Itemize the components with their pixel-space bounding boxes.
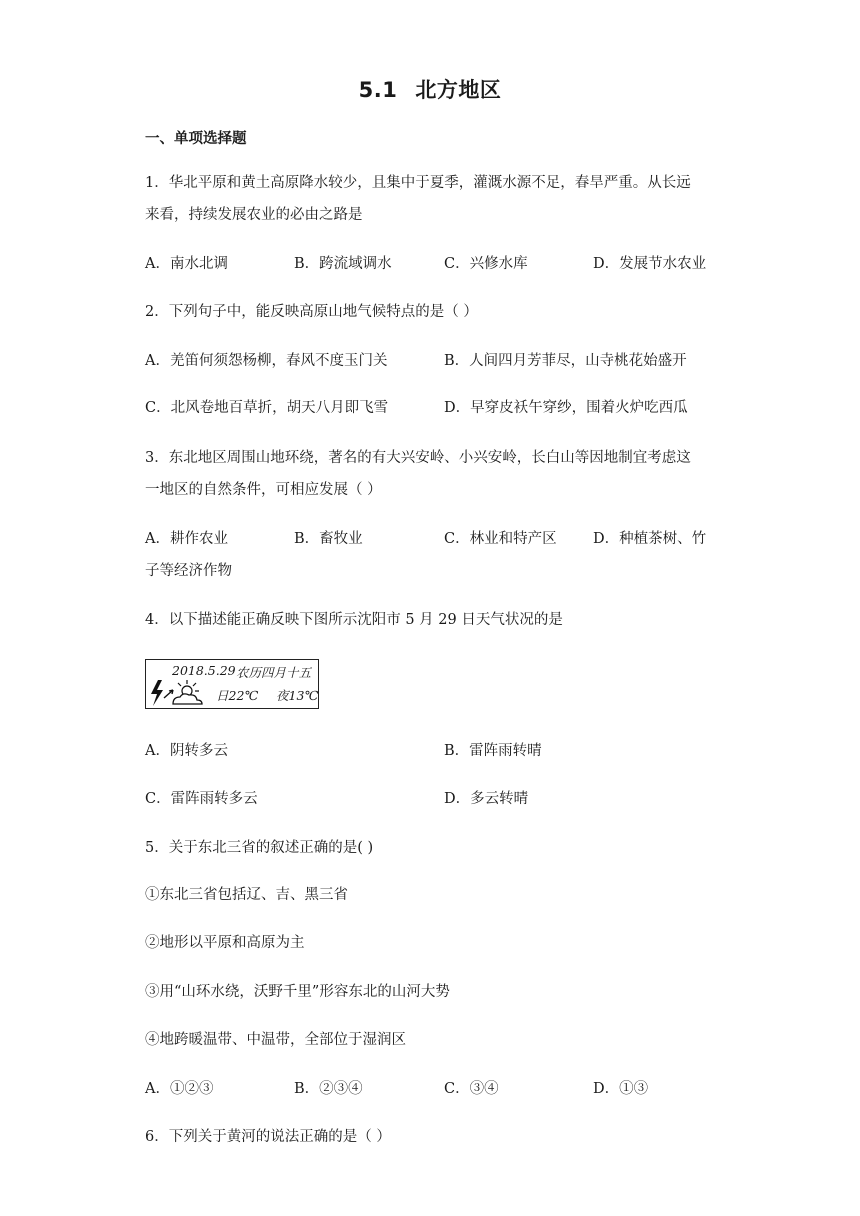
weather-day-temp: 日22℃ — [216, 688, 259, 703]
page-title — [0, 74, 860, 104]
q3-line-1: 3．东北地区周围山地环绕，著名的有大兴安岭、小兴安岭，长白山等因地制宜考虑这 — [145, 450, 691, 466]
q5-option-a: A．①②③ — [145, 1081, 214, 1097]
q5-option-d: D．①③ — [593, 1081, 649, 1097]
q5-statement-4: ④地跨暖温带、中温带，全部位于湿润区 — [145, 1032, 406, 1048]
q2-option-d: D．早穿皮袄午穿纱，围着火炉吃西瓜 — [444, 400, 688, 416]
q1-option-d: D．发展节水农业 — [593, 256, 707, 272]
thunderstorm-to-partly-cloudy-icon — [149, 678, 205, 708]
q3-line-2: 一地区的自然条件，可相应发展（ ） — [145, 482, 382, 498]
weather-night-temp: 夜13℃ — [276, 688, 319, 703]
q5-statement-2: ②地形以平原和高原为主 — [145, 935, 305, 951]
q6-line-1: 6．下列关于黄河的说法正确的是（ ） — [145, 1129, 391, 1145]
section-heading: 一、单项选择题 — [145, 131, 247, 147]
title-number: 5.1 — [358, 78, 398, 102]
weather-lunar-date: 农历四月十五 — [236, 665, 312, 680]
q3-option-d: D．种植茶树、竹 — [593, 531, 707, 547]
weather-figure — [145, 659, 319, 709]
q2-option-b: B．人间四月芳菲尽，山寺桃花始盛开 — [444, 353, 687, 369]
q1-option-a: A．南水北调 — [145, 256, 228, 272]
q3-option-b: B．畜牧业 — [294, 531, 363, 547]
q5-option-c: C．③④ — [444, 1081, 499, 1097]
q4-option-a: A．阴转多云 — [145, 743, 228, 759]
q5-option-b: B．②③④ — [294, 1081, 363, 1097]
q3-option-d-continuation: 子等经济作物 — [145, 563, 232, 579]
q4-option-c: C．雷阵雨转多云 — [145, 791, 258, 807]
q3-option-a: A．耕作农业 — [145, 531, 228, 547]
q4-line-1: 4．以下描述能正确反映下图所示沈阳市 5 月 29 日天气状况的是 — [145, 612, 563, 628]
q5-line-1: 5．关于东北三省的叙述正确的是( ) — [145, 840, 374, 856]
title-text: 北方地区 — [415, 78, 502, 102]
q2-option-c: C．北风卷地百草折，胡天八月即飞雪 — [145, 400, 389, 416]
q3-option-c: C．林业和特产区 — [444, 531, 557, 547]
q2-option-a: A．羌笛何须怨杨柳，春风不度玉门关 — [145, 353, 388, 369]
q5-statement-1: ①东北三省包括辽、吉、黑三省 — [145, 887, 348, 903]
q1-line-1: 1．华北平原和黄土高原降水较少，且集中于夏季，灌溉水源不足，春旱严重。从长远 — [145, 175, 691, 191]
q1-line-2: 来看，持续发展农业的必由之路是 — [145, 207, 363, 223]
weather-date: 2018.5.29 — [172, 663, 236, 678]
q2-line-1: 2．下列句子中，能反映高原山地气候特点的是（ ） — [145, 304, 478, 320]
q4-option-d: D．多云转晴 — [444, 791, 529, 807]
q1-option-c: C．兴修水库 — [444, 256, 528, 272]
q5-statement-3: ③用“山环水绕，沃野千里”形容东北的山河大势 — [145, 984, 450, 1000]
q1-option-b: B．跨流域调水 — [294, 256, 392, 272]
q4-option-b: B．雷阵雨转晴 — [444, 743, 542, 759]
